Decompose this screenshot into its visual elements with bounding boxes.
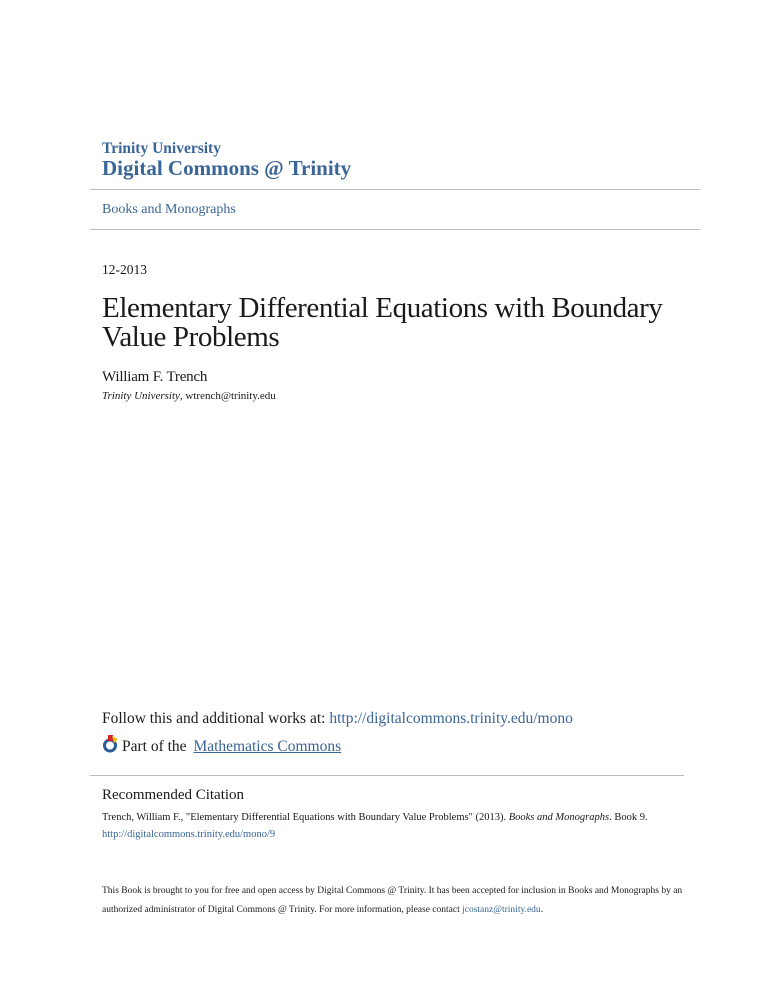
access-disclaimer <box>102 882 702 920</box>
author-affiliation: Trinity University, wtrench@trinity.edu <box>102 390 276 402</box>
divider <box>90 189 700 190</box>
author-name: William F. Trench <box>102 369 208 385</box>
author-email: wtrench@trinity.edu <box>185 390 276 402</box>
citation-text <box>102 812 648 823</box>
institution-name: Trinity University <box>102 140 221 157</box>
affiliation: Trinity University <box>102 390 180 402</box>
citation-url-link[interactable]: http://digitalcommons.trinity.edu/mono/9 <box>102 829 276 840</box>
commons-network-icon <box>102 735 119 758</box>
publication-date: 12-2013 <box>102 262 147 277</box>
repository-name: Digital Commons @ Trinity <box>102 156 352 180</box>
part-of-label: Part of the <box>122 737 191 755</box>
citation-suffix: . Book 9. <box>609 812 648 823</box>
disclaimer-text: This Book is brought to you for free and open access by Digital Commons @ Trinity. It has been accepted for inclusion in Books and Monographs by an authorized administrator of Digital Commons @ Trinity. For more information, please contact <box>102 886 683 915</box>
follow-line <box>102 710 573 728</box>
divider <box>90 229 700 230</box>
follow-label: Follow this and additional works at: <box>102 710 330 727</box>
collection-link[interactable]: Books and Monographs <box>102 202 236 217</box>
citation-heading: Recommended Citation <box>102 787 245 803</box>
follow-url-link[interactable]: http://digitalcommons.trinity.edu/mono <box>329 710 573 727</box>
citation-prefix: Trench, William F., "Elementary Differential Equations with Boundary Value Problems" (2013). <box>102 812 509 823</box>
divider <box>90 775 684 776</box>
contact-email-link[interactable]: jcostanz@trinity.edu <box>462 905 541 915</box>
mathematics-commons-link[interactable]: Mathematics Commons <box>193 737 342 755</box>
document-title: Elementary Differential Equations with Boundary Value Problems <box>102 292 663 353</box>
disclaimer-end: . <box>540 905 544 915</box>
citation-series: Books and Monographs <box>508 812 610 823</box>
part-of-line <box>102 735 341 758</box>
